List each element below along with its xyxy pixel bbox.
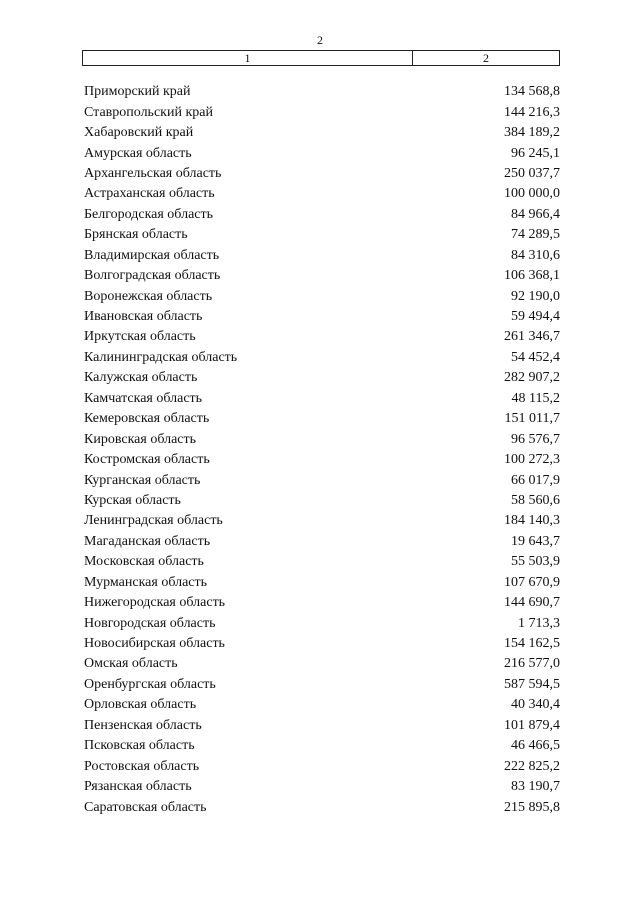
region-amount: 46 466,5 bbox=[511, 738, 560, 754]
region-amount: 184 140,3 bbox=[504, 513, 560, 529]
region-name: Архангельская область bbox=[84, 165, 222, 181]
table-row bbox=[84, 389, 560, 409]
region-name: Хабаровский край bbox=[84, 125, 194, 141]
region-amount: 100 272,3 bbox=[504, 452, 560, 468]
region-name: Магаданская область bbox=[84, 533, 211, 549]
table-row bbox=[84, 348, 560, 368]
region-amount: 54 452,4 bbox=[511, 349, 560, 365]
table-row bbox=[84, 205, 560, 225]
page-number: 2 bbox=[317, 33, 323, 47]
region-name: Амурская область bbox=[84, 145, 192, 161]
region-name: Воронежская область bbox=[84, 288, 213, 304]
region-name: Мурманская область bbox=[84, 574, 208, 590]
region-name: Камчатская область bbox=[84, 390, 203, 406]
region-amount: 101 879,4 bbox=[504, 717, 560, 733]
region-amount: 66 017,9 bbox=[511, 472, 560, 488]
region-amount: 134 568,8 bbox=[504, 84, 560, 100]
region-amount: 48 115,2 bbox=[511, 390, 560, 406]
region-amount-table bbox=[84, 82, 560, 818]
table-row bbox=[84, 246, 560, 266]
table-row bbox=[84, 327, 560, 347]
region-name: Владимирская область bbox=[84, 247, 220, 263]
column-header-2: 2 bbox=[483, 51, 489, 65]
region-amount: 384 189,2 bbox=[504, 125, 560, 141]
region-name: Курская область bbox=[84, 492, 181, 508]
table-row bbox=[84, 266, 560, 286]
table-row bbox=[84, 368, 560, 388]
region-amount: 587 594,5 bbox=[504, 676, 560, 692]
table-row bbox=[84, 164, 560, 184]
region-amount: 282 907,2 bbox=[504, 370, 560, 386]
table-row bbox=[84, 450, 560, 470]
table-row bbox=[84, 593, 560, 613]
table-row bbox=[84, 695, 560, 715]
region-name: Астраханская область bbox=[84, 186, 215, 202]
region-amount: 74 289,5 bbox=[511, 227, 560, 243]
table-row bbox=[84, 552, 560, 572]
table-row bbox=[84, 143, 560, 163]
table-row bbox=[84, 123, 560, 143]
table-row bbox=[84, 102, 560, 122]
table-row bbox=[84, 613, 560, 633]
region-name: Орловская область bbox=[84, 697, 197, 713]
table-row bbox=[84, 470, 560, 490]
table-row bbox=[84, 184, 560, 204]
table-row bbox=[84, 307, 560, 327]
table-row bbox=[84, 797, 560, 817]
region-name: Кемеровская область bbox=[84, 411, 210, 427]
table-row bbox=[84, 286, 560, 306]
region-name: Приморский край bbox=[84, 84, 191, 100]
table-row bbox=[84, 491, 560, 511]
table-row bbox=[84, 225, 560, 245]
table-row bbox=[84, 532, 560, 552]
region-amount: 83 190,7 bbox=[511, 779, 560, 795]
region-amount: 84 310,6 bbox=[511, 247, 560, 263]
region-amount: 154 162,5 bbox=[504, 636, 560, 652]
region-name: Курганская область bbox=[84, 472, 201, 488]
region-amount: 144 690,7 bbox=[504, 595, 560, 611]
table-row bbox=[84, 634, 560, 654]
table-row bbox=[84, 777, 560, 797]
region-name: Иркутская область bbox=[84, 329, 196, 345]
region-amount: 55 503,9 bbox=[511, 554, 560, 570]
region-amount: 58 560,6 bbox=[511, 492, 560, 508]
table-row bbox=[84, 675, 560, 695]
region-amount: 250 037,7 bbox=[504, 165, 560, 181]
region-name: Ростовская область bbox=[84, 758, 200, 774]
region-name: Ленинградская область bbox=[84, 513, 223, 529]
region-name: Костромская область bbox=[84, 452, 210, 468]
region-name: Новгородская область bbox=[84, 615, 216, 631]
region-amount: 151 011,7 bbox=[504, 411, 560, 427]
region-name: Московская область bbox=[84, 554, 204, 570]
region-amount: 1 713,3 bbox=[518, 615, 560, 631]
region-name: Ставропольский край bbox=[84, 104, 213, 120]
region-amount: 96 245,1 bbox=[511, 145, 560, 161]
region-amount: 40 340,4 bbox=[511, 697, 560, 713]
region-name: Калужская область bbox=[84, 370, 198, 386]
region-amount: 215 895,8 bbox=[504, 799, 560, 815]
region-amount: 19 643,7 bbox=[511, 533, 560, 549]
table-row bbox=[84, 429, 560, 449]
region-name: Брянская область bbox=[84, 227, 188, 243]
region-amount: 96 576,7 bbox=[511, 431, 560, 447]
column-header-1: 1 bbox=[83, 51, 413, 65]
region-amount: 222 825,2 bbox=[504, 758, 560, 774]
region-amount: 261 346,7 bbox=[504, 329, 560, 345]
region-name: Нижегородская область bbox=[84, 595, 226, 611]
table-row bbox=[84, 82, 560, 102]
region-name: Пензенская область bbox=[84, 717, 202, 733]
region-name: Белгородская область bbox=[84, 206, 214, 222]
region-name: Саратовская область bbox=[84, 799, 207, 815]
region-name: Кировская область bbox=[84, 431, 197, 447]
table-row bbox=[84, 573, 560, 593]
table-row bbox=[84, 511, 560, 531]
region-amount: 92 190,0 bbox=[511, 288, 560, 304]
region-amount: 100 000,0 bbox=[504, 186, 560, 202]
region-amount: 106 368,1 bbox=[504, 268, 560, 284]
table-row bbox=[84, 654, 560, 674]
region-name: Новосибирская область bbox=[84, 636, 225, 652]
region-name: Омская область bbox=[84, 656, 178, 672]
region-name: Калининградская область bbox=[84, 349, 238, 365]
region-name: Псковская область bbox=[84, 738, 195, 754]
table-row bbox=[84, 409, 560, 429]
region-amount: 59 494,4 bbox=[511, 309, 560, 325]
region-name: Волгоградская область bbox=[84, 268, 221, 284]
region-amount: 84 966,4 bbox=[511, 206, 560, 222]
table-row bbox=[84, 756, 560, 776]
region-amount: 144 216,3 bbox=[504, 104, 560, 120]
table-row bbox=[84, 736, 560, 756]
column-header-row bbox=[82, 50, 560, 66]
region-name: Рязанская область bbox=[84, 779, 192, 795]
region-amount: 107 670,9 bbox=[504, 574, 560, 590]
region-name: Оренбургская область bbox=[84, 676, 216, 692]
table-row bbox=[84, 716, 560, 736]
region-name: Ивановская область bbox=[84, 309, 203, 325]
region-amount: 216 577,0 bbox=[504, 656, 560, 672]
